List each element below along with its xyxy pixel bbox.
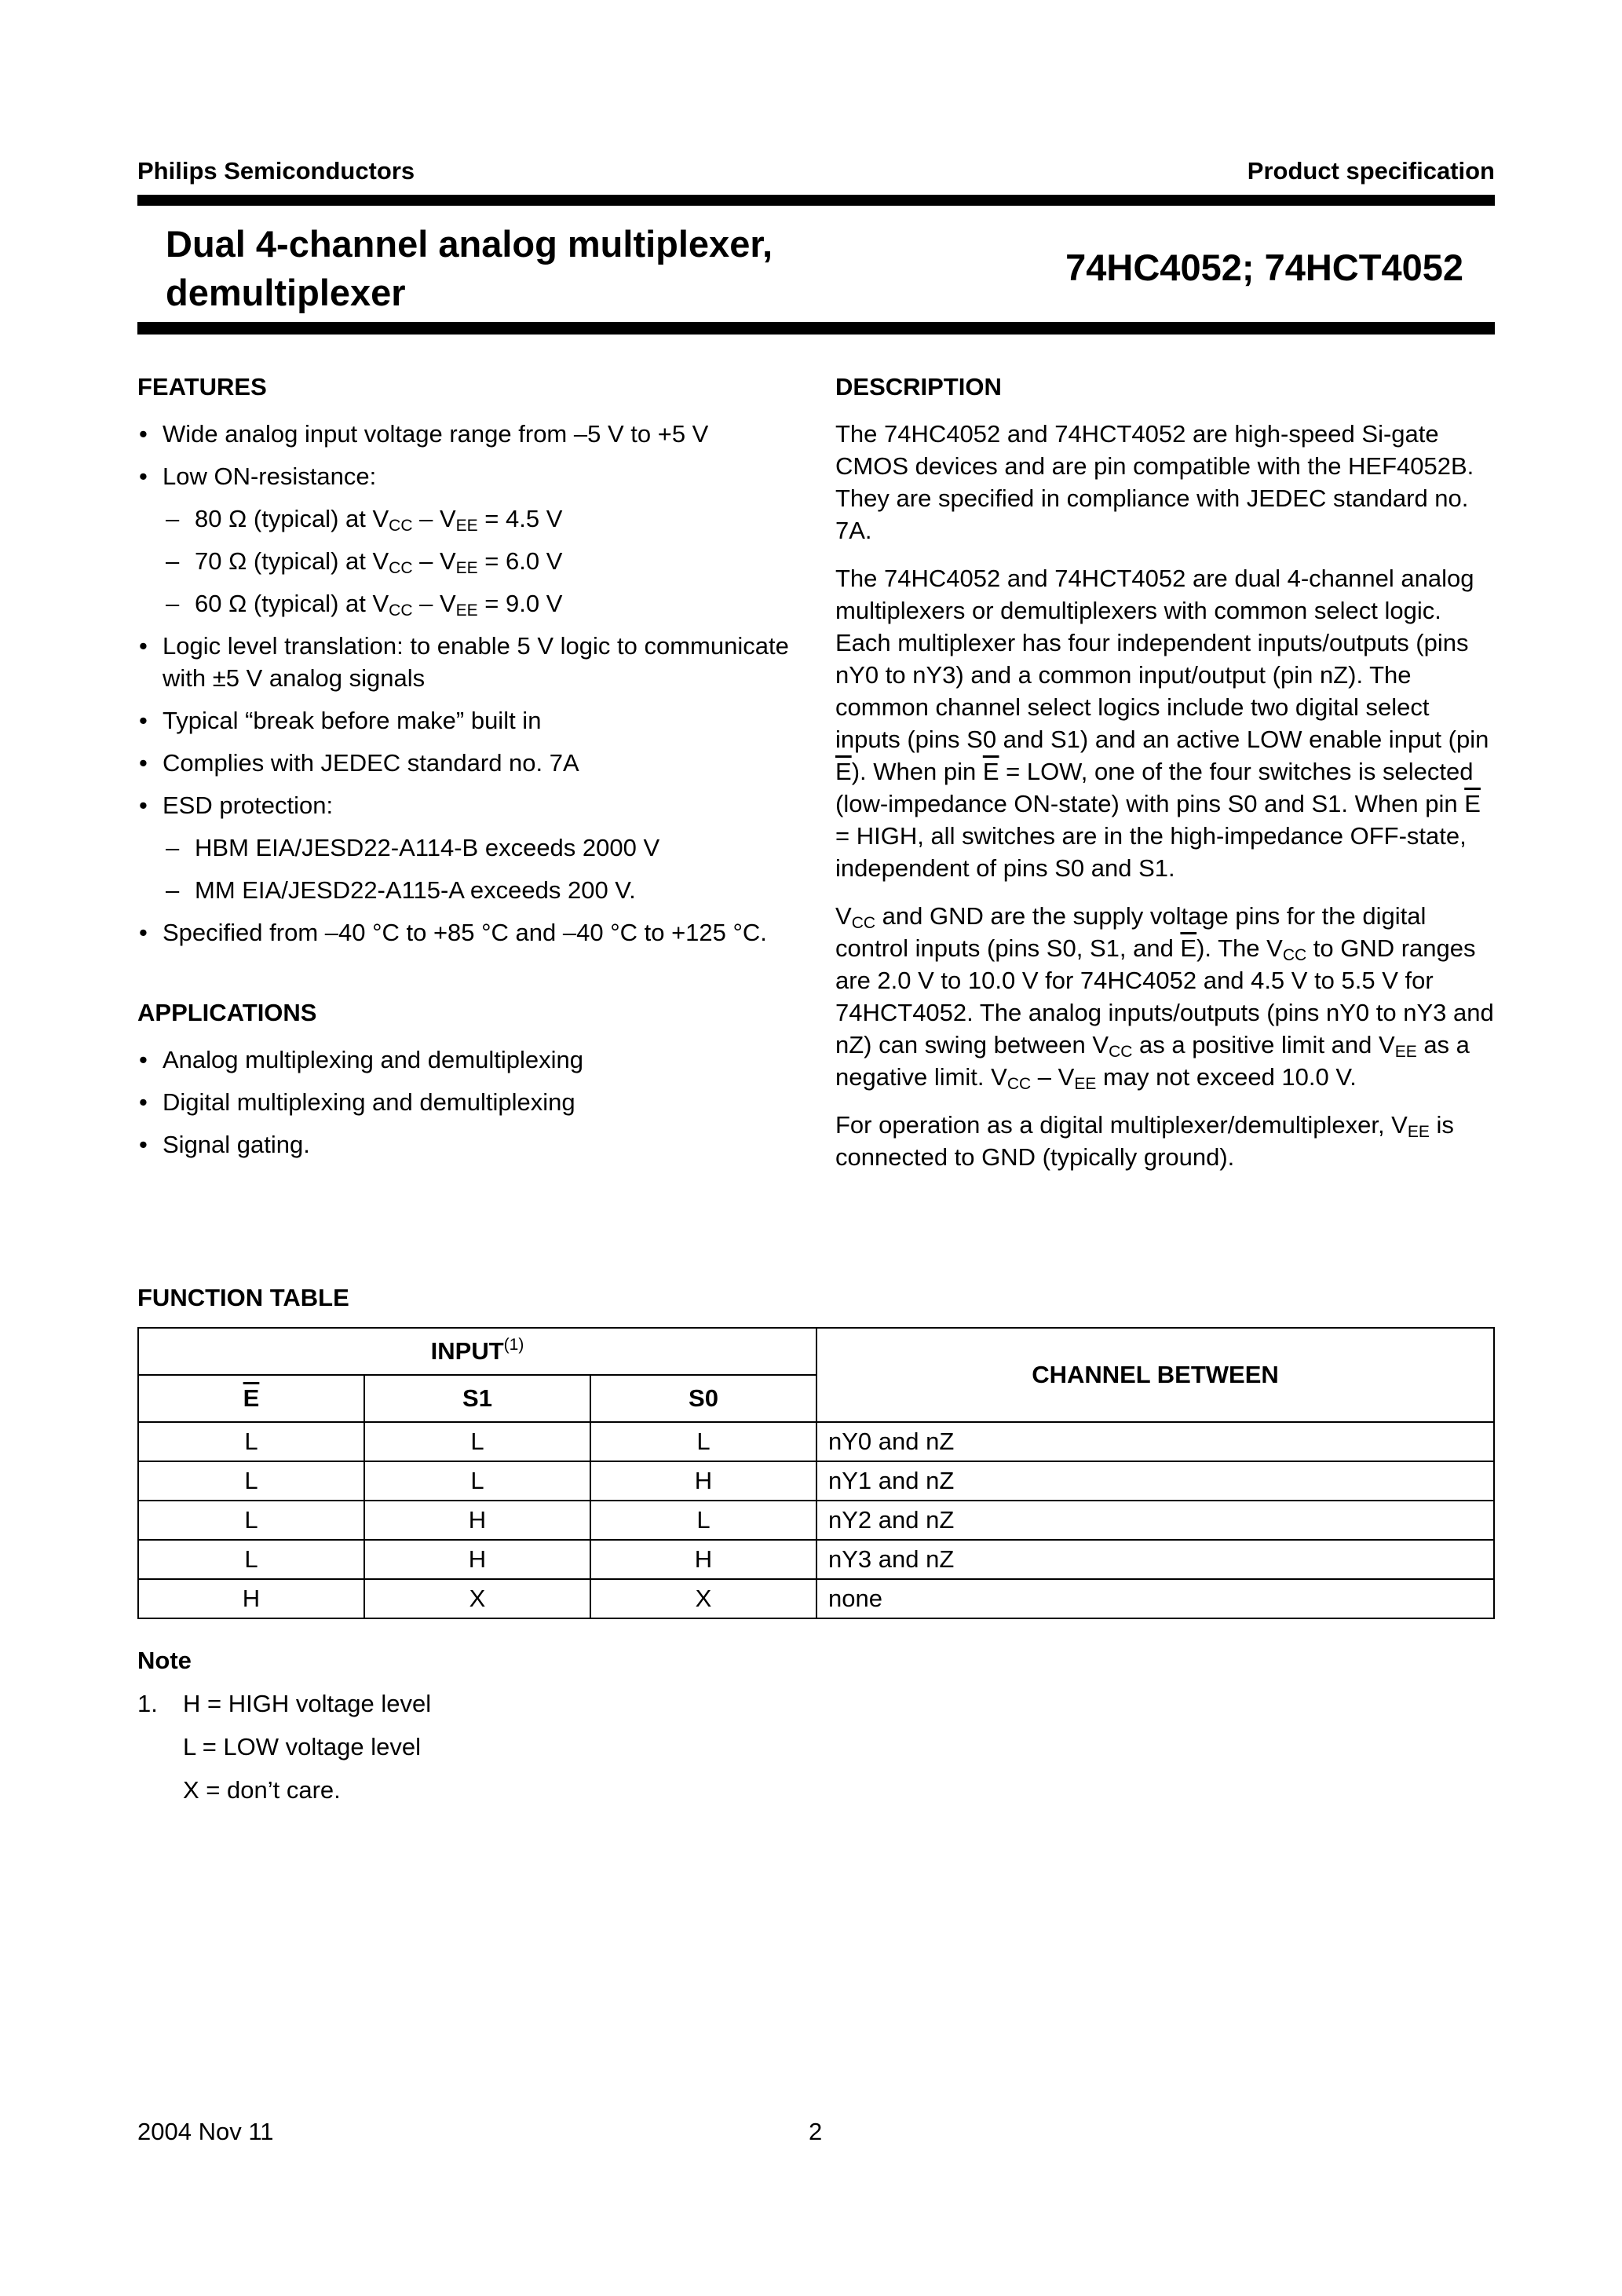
list-item: • Specified from –40 °C to +85 °C and –40 °C to +125 °C.: [139, 919, 767, 946]
function-table-heading: FUNCTION TABLE: [137, 1284, 349, 1311]
features-list: [137, 418, 813, 949]
document-type: Product specification: [1247, 157, 1495, 185]
list-item: – 80 Ω (typical) at $V_{CC} - V_{EE} = 4.5$ V: [166, 505, 563, 535]
cell-channel: nY1 and nZ: [816, 1461, 1494, 1501]
table-row: [138, 1579, 1494, 1618]
cell-s1: L: [364, 1461, 590, 1501]
header-rule: [137, 195, 1495, 206]
column-s0-header: S0: [590, 1375, 816, 1422]
description-paragraph-1: The 74HC4052 and 74HCT4052 are high-speed Si-gate CMOS devices and are pin compatible with the HEF4052B. They are specified in compliance with JEDEC standard no. 7A.: [835, 420, 1474, 544]
list-item: • Digital multiplexing and demultiplexing: [139, 1088, 575, 1116]
input-header: INPUT$^{(1)}$: [138, 1328, 816, 1375]
list-item: • Low ON-resistance: – 80 Ω (typical) at $V_{CC} - V_{EE} = 4.5$ V – 70 Ω (typical) at $V_{CC} - V_{EE} = 6.0$ V – 60 Ω (typical) at $V_{CC} - V_{EE} = 9.0$ V: [137, 460, 813, 620]
note-line-1: 1. H = HIGH voltage level: [137, 1690, 432, 1717]
cell-s0: L: [590, 1501, 816, 1540]
applications-list: [137, 1044, 813, 1161]
table-header-row: [138, 1328, 1494, 1375]
title-line-1: Dual 4-channel analog multiplexer,: [166, 223, 773, 265]
cell-e: L: [138, 1540, 364, 1579]
cell-channel: nY0 and nZ: [816, 1422, 1494, 1461]
cell-s0: X: [590, 1579, 816, 1618]
list-item: • Typical “break before make” built in: [139, 707, 542, 734]
cell-channel: none: [816, 1579, 1494, 1618]
esd-list: [137, 832, 813, 906]
cell-e: L: [138, 1422, 364, 1461]
description-paragraph-2: The 74HC4052 and 74HCT4052 are dual 4-channel analog multiplexers or demultiplexers with common select logic. Each multiplexer has four independent inputs/outputs (pins nY0 to nY3) and a common input/output (pin nZ). The common channel select logics include two digital select inputs (pins S0 and S1) and an active LOW enable input (pin $\overline{E}$). When pin $\overline{E}$ = LOW, one of the four switches is selected (low-impedance ON-state) with pins S0 and S1. When pin $\overline{E}$ = HIGH, all switches are in the high-impedance OFF-state, independent of pins S0 and S1.: [835, 565, 1489, 882]
note-body: [137, 1682, 431, 1812]
footer-date: 2004 Nov 11: [137, 2118, 274, 2145]
column-e-header: $\overline{E}$: [138, 1375, 364, 1422]
company-name: Philips Semiconductors: [137, 157, 415, 185]
on-resistance-list: [137, 503, 813, 620]
function-table: [137, 1327, 1495, 1619]
description-paragraph-3: $V_{CC}$ and GND are the supply voltage pins for the digital control inputs (pins S0, S1, and $\overline{E}$). The $V_{CC}$ to GND ranges are 2.0 V to 10.0 V for 74HC4052 and 4.5 V to 5.5 V for 74HCT4052. The analog inputs/outputs (pins nY0 to nY3 and nZ) can swing between $V_{CC}$ as a positive limit and $V_{EE}$ as a negative limit. $V_{CC} - V_{EE}$ may not exceed 10.0 V.: [835, 902, 1494, 1093]
cell-s0: H: [590, 1540, 816, 1579]
list-item: – HBM EIA/JESD22-A114-B exceeds 2000 V: [166, 834, 660, 861]
cell-s0: H: [590, 1461, 816, 1501]
list-item: • Logic level translation: to enable 5 V logic to communicate with ±5 V analog signals: [139, 632, 789, 692]
list-item: • Analog multiplexing and demultiplexing: [139, 1046, 583, 1073]
list-item: – 70 Ω (typical) at $V_{CC} - V_{EE} = 6.0$ V: [166, 547, 563, 577]
cell-e: H: [138, 1579, 364, 1618]
cell-e: L: [138, 1501, 364, 1540]
table-row: [138, 1461, 1494, 1501]
cell-s0: L: [590, 1422, 816, 1461]
title-line-2: demultiplexer: [166, 272, 406, 313]
column-s1-header: S1: [364, 1375, 590, 1422]
note-line-3: X = don’t care.: [183, 1776, 341, 1804]
cell-channel: nY2 and nZ: [816, 1501, 1494, 1540]
list-item: – MM EIA/JESD22-A115-A exceeds 200 V.: [166, 876, 636, 904]
cell-e: L: [138, 1461, 364, 1501]
applications-heading: APPLICATIONS: [137, 999, 317, 1026]
cell-s1: X: [364, 1579, 590, 1618]
cell-s1: H: [364, 1540, 590, 1579]
features-list-container: [137, 418, 813, 959]
footer-page-number: 2: [809, 2118, 823, 2145]
list-item: • Complies with JEDEC standard no. 7A: [139, 749, 579, 777]
channel-header: CHANNEL BETWEEN: [816, 1328, 1494, 1422]
list-item: • Signal gating.: [139, 1131, 310, 1158]
description-body: [835, 418, 1496, 1189]
description-heading: DESCRIPTION: [835, 373, 1002, 400]
part-number: 74HC4052; 74HCT4052: [1065, 247, 1463, 288]
list-item: • Wide analog input voltage range from –5 V to +5 V: [139, 420, 709, 448]
description-paragraph-4: For operation as a digital multiplexer/demultiplexer, $V_{EE}$ is connected to GND (typically ground).: [835, 1111, 1454, 1171]
cell-s1: H: [364, 1501, 590, 1540]
features-heading: FEATURES: [137, 373, 267, 400]
table-row: [138, 1422, 1494, 1461]
applications-list-container: [137, 1044, 813, 1171]
cell-s1: L: [364, 1422, 590, 1461]
list-item: • ESD protection: – HBM EIA/JESD22-A114-B exceeds 2000 V – MM EIA/JESD22-A115-A exceeds 200 V.: [137, 789, 813, 906]
title-rule: [137, 322, 1495, 335]
table-row: [138, 1540, 1494, 1579]
document-title: [166, 220, 857, 317]
list-item: – 60 Ω (typical) at $V_{CC} - V_{EE} = 9.0$ V: [166, 590, 563, 620]
note-line-2: L = LOW voltage level: [183, 1733, 421, 1760]
table-row: [138, 1501, 1494, 1540]
note-heading: Note: [137, 1647, 192, 1674]
cell-channel: nY3 and nZ: [816, 1540, 1494, 1579]
